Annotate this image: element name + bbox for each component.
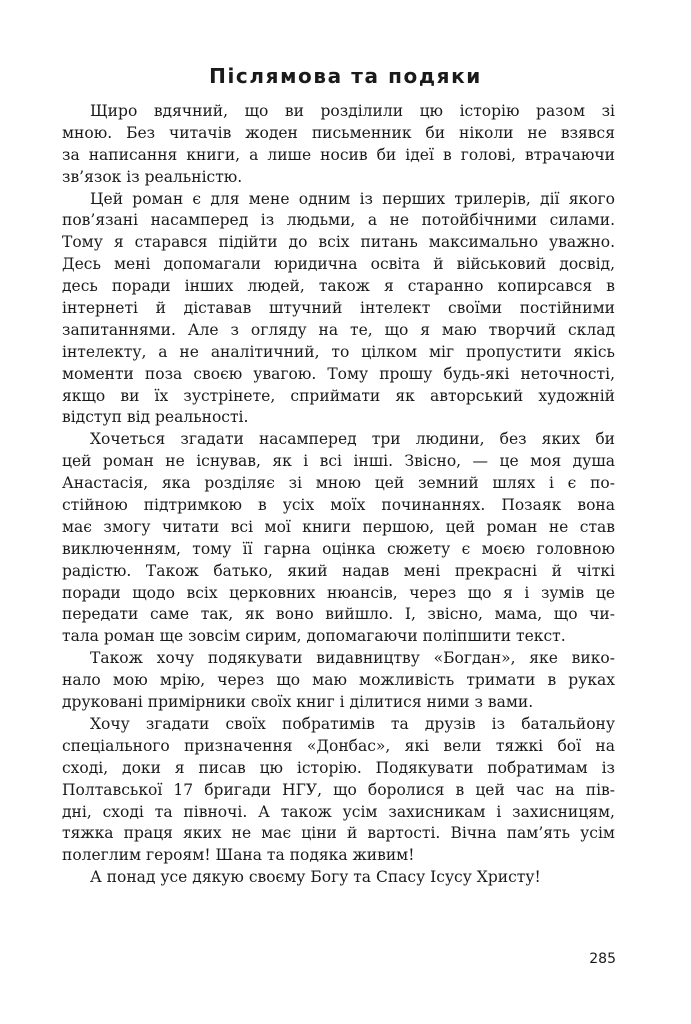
- text-line: А понад усе дякую своєму Богу та Спасу Ісусу Христу!: [90, 868, 541, 887]
- text-line: відступ від реальності.: [62, 408, 249, 427]
- text-line: інтелекту, а не аналітичний, то цілком міг пропустити якісь: [62, 342, 615, 361]
- text-line: полеглим героям! Шана та подяка живим!: [62, 846, 415, 865]
- text-line: за написання книги, а лише носив би ідеї в голові, втрачаючи: [62, 145, 615, 164]
- text-line: цей роман не існував, як і всі інші. Звісно, — це моя душа: [62, 452, 615, 471]
- text-line: Тому я старався підійти до всіх питань максимально уважно.: [62, 233, 615, 252]
- text-line: тала роман ще зовсім сирим, допомагаючи поліпшити текст.: [62, 627, 566, 646]
- text-line: поради щодо всіх церковних нюансів, через що я і зумів це: [62, 583, 615, 602]
- text-line: радістю. Також батько, який надав мені прекрасні й чіткі: [62, 561, 615, 580]
- page-number: 285: [589, 951, 616, 967]
- text-line: Хочу згадати своїх побратимів та друзів із батальйону: [90, 714, 615, 733]
- text-line: спеціального призначення «Донбас», які вели тяжкі бої на: [62, 736, 615, 755]
- text-line: сході, доки я писав цю історію. Подякувати побратимам із: [62, 758, 615, 777]
- text-line: Також хочу подякувати видавництву «Богдан», яке вико-: [90, 649, 615, 668]
- text-line: стійною підтримкою в усіх моїх починаннях. Позаяк вона: [62, 496, 615, 515]
- text-line: виключенням, тому її гарна оцінка сюжету є моєю головною: [62, 539, 615, 558]
- text-line: Щиро вдячний, що ви розділили цю історію разом зі: [90, 102, 615, 120]
- text-line: нало мою мрію, через що маю можливість тримати в руках: [62, 671, 615, 690]
- text-line: Полтавської 17 бригади НГУ, що боролися в цей час на пів-: [62, 780, 615, 799]
- text-line: Цей роман є для мене одним із перших трилерів, дії якого: [90, 189, 615, 208]
- text-line: друковані примірники своїх книг і ділитися ними з вами.: [62, 693, 534, 712]
- text-line: Десь мені допомагали юридична освіта й військовий досвід,: [62, 255, 615, 274]
- text-line: якщо ви їх зустрінете, сприймати як авторський художній: [62, 386, 615, 405]
- text-line: мною. Без читачів жоден письменник би ніколи не взявся: [62, 123, 615, 142]
- text-line: десь поради інших людей, також я старанно копирсався в: [62, 277, 615, 296]
- text-line: тяжка праця яких не має ціни й вартості. Вічна пам’ять усім: [62, 824, 615, 843]
- body-text: [62, 101, 615, 889]
- text-line: Анастасія, яка розділяє зі мною цей земний шлях і є по-: [62, 474, 615, 493]
- text-line: має змогу читати всі мої книги першою, цей роман не став: [62, 517, 615, 536]
- text-line: зв’язок із реальністю.: [62, 167, 243, 186]
- text-line: запитаннями. Але з огляду на те, що я маю творчий склад: [62, 320, 615, 339]
- text-line: Хочеться згадати насамперед три людини, без яких би: [90, 430, 615, 449]
- text-line: моменти поза своєю увагою. Тому прошу будь-які неточності,: [62, 364, 615, 383]
- text-line: пов’язані насамперед із людьми, а не потойбічними силами.: [62, 211, 615, 230]
- text-line: дні, сході та півночі. А також усім захисникам і захисницям,: [62, 802, 615, 821]
- text-line: передати саме так, як воно вийшло. І, звісно, мама, що чи-: [62, 605, 615, 624]
- text-line: інтернеті й діставав штучний інтелект своїми постійними: [62, 299, 615, 318]
- page-title: Післямова та подяки: [209, 64, 482, 88]
